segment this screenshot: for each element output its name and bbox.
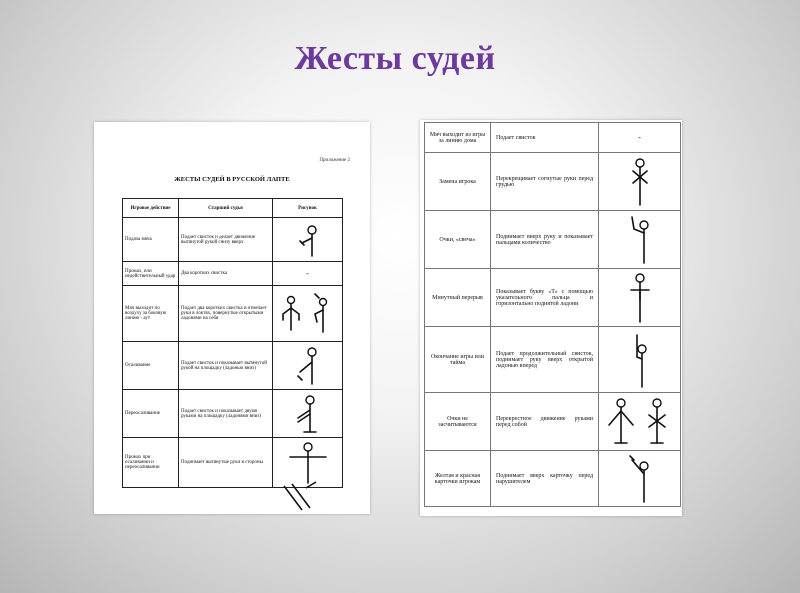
- row-action: Очки не засчитываются: [425, 393, 491, 451]
- row-figure: [273, 342, 343, 390]
- table-row: [123, 390, 343, 438]
- row-signal: Подает два коротких свистка и отмечает руки в локтях, повернутые открытыми ладонями на себя: [179, 286, 273, 342]
- gestures-table-right: [424, 122, 681, 507]
- document-title: ЖЕСТЫ СУДЕЙ В РУССКОЙ ЛАПТЕ: [174, 176, 290, 183]
- table-row: [123, 286, 343, 342]
- dash-mark: -: [273, 262, 343, 286]
- document-page-right: [420, 120, 682, 516]
- row-signal: Подает свисток: [491, 123, 599, 153]
- row-signal: Подает продолжительный свисток, поднимает руку вверх открытой ладонью вперед: [491, 327, 599, 393]
- row-signal: Подает свисток и делает движение вытянутой рукой снизу вверх: [179, 218, 273, 262]
- table-row: [425, 211, 681, 269]
- timeout-icon: [625, 272, 655, 324]
- crossed-arms-icon: [625, 157, 655, 207]
- row-signal: Поднимает вытянутые руки в стороны: [179, 438, 273, 488]
- row-action: Подача мяча: [123, 218, 179, 262]
- retag-icon: [288, 394, 328, 434]
- row-signal: Поднимает вверх карточку перед нарушителем: [491, 451, 599, 507]
- row-action: Очки, «свеча»: [425, 211, 491, 269]
- document-page-left: [94, 122, 370, 514]
- row-signal: Два коротких свистка: [179, 262, 273, 286]
- row-action: Мяч выходит по воздуху за боковую линию - аут: [123, 286, 179, 342]
- row-action: Промах при осаливании и переосаливании: [123, 438, 179, 488]
- table-row: [425, 451, 681, 507]
- row-action: Окончание игры или тайма: [425, 327, 491, 393]
- row-figure: [599, 211, 681, 269]
- gestures-table-left: [122, 198, 343, 488]
- row-signal: Подает свисток и показывает вытянутой рукой на площадку (ладонью вниз): [179, 342, 273, 390]
- row-signal: Подает свисток и показывает двумя руками на площадку (ладонями вниз): [179, 390, 273, 438]
- row-figure: [599, 269, 681, 327]
- hand-up-icon: [622, 215, 658, 265]
- arrows-icon: [280, 480, 324, 514]
- header-action: Игровое действие: [123, 199, 179, 218]
- row-action: Желтая и красная карточки игрокам: [425, 451, 491, 507]
- row-action: Минутный перерыв: [425, 269, 491, 327]
- row-signal: Показывает букву «Т» с помощью указательного пальца и горизонтально поднятой ладони: [491, 269, 599, 327]
- dash-mark: -: [599, 123, 681, 153]
- row-figure: [273, 286, 343, 342]
- table-row: [425, 153, 681, 211]
- arm-raise-icon: [288, 223, 328, 257]
- row-figure: [599, 153, 681, 211]
- table-row: [123, 342, 343, 390]
- table-row: [425, 269, 681, 327]
- table-row: [123, 218, 343, 262]
- card-icon: [622, 454, 658, 504]
- table-header-row: [123, 199, 343, 218]
- table-row: [425, 327, 681, 393]
- row-action: Осаливание: [123, 342, 179, 390]
- table-row: [123, 262, 343, 286]
- row-signal: Перекрестное движение руками перед собой: [491, 393, 599, 451]
- row-action: Замена игрока: [425, 153, 491, 211]
- row-action: Промах, или недействительный удар: [123, 262, 179, 286]
- row-figure: [273, 390, 343, 438]
- tag-icon: [288, 346, 328, 386]
- row-figure: [599, 451, 681, 507]
- header-signal: Старший судья: [179, 199, 273, 218]
- row-action: Переосаливание: [123, 390, 179, 438]
- row-figure: [599, 393, 681, 451]
- row-signal: Поднимает вверх руку и показывает пальцами количество: [491, 211, 599, 269]
- row-action: Мяч выходит из игры за линию дома: [425, 123, 491, 153]
- table-row: [425, 123, 681, 153]
- row-figure: [273, 218, 343, 262]
- row-signal: Перекрещивает согнутые руки перед грудью: [491, 153, 599, 211]
- appendix-label: Приложение 2: [319, 158, 350, 163]
- end-game-icon: [625, 331, 655, 389]
- no-points-icon: [603, 397, 677, 447]
- out-icon: [275, 292, 341, 336]
- arms-sides-icon: [286, 441, 330, 485]
- table-row: [425, 393, 681, 451]
- row-figure: [599, 327, 681, 393]
- slide-title: Жесты судей: [294, 40, 496, 77]
- header-figure: Рисунок: [273, 199, 343, 218]
